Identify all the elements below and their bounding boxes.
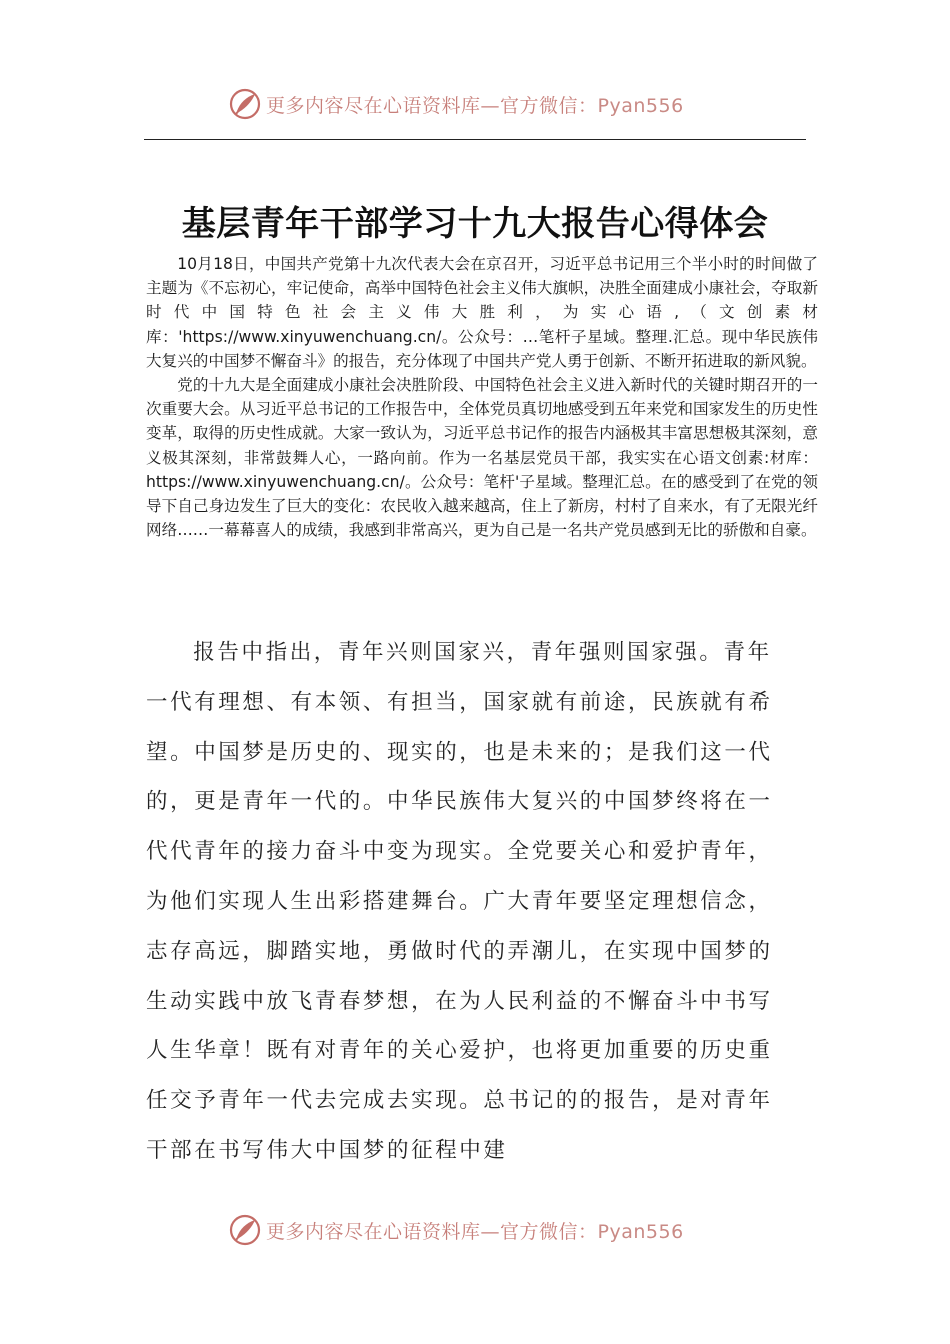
header-watermark [228, 84, 728, 124]
pen-logo-icon [228, 87, 262, 121]
intro-section [146, 252, 818, 542]
watermark-prefix: 更多内容尽在心语资料库—官方微信： [266, 94, 598, 117]
watermark-handle: Pyan556 [597, 94, 684, 117]
page-title: 基层青年干部学习十九大报告心得体会 [181, 204, 769, 244]
watermark-handle: Pyan556 [597, 1220, 684, 1243]
paragraph-2: 党的十九大是全面建成小康社会决胜阶段、中国特色社会主义进入新时代的关键时期召开的一次重要大会。从习近平总书记的工作报告中，全体党员真切地感受到五年来党和国家发生的历史性变革，取得的历史性成就。大家一致认为，习近平总书记作的报告内涵极其丰富思想极其深刻，意义极其深刻，非常鼓舞人心，一路向前。作为一名基层党员干部，我实实在心语文创素:材库：https://www.xinyuwenchuang.cn/。公众号：笔杆'子星域。整理汇总。在的感受到了在党的领导下自己身边发生了巨大的变化：农民收入越来越高，住上了新房，村村了自来水，有了无限光纤网络……一幕幕喜人的成绩，我感到非常高兴，更为自己是一名共产党员感到无比的骄傲和自豪。 [146, 376, 818, 540]
body-section [146, 628, 786, 1176]
paragraph-1: 10月18日，中国共产党第十九次代表大会在京召开，习近平总书记用三个半小时的时间做了主题为《不忘初心，牢记使命，高举中国特色社会主义伟大旗帜，决胜全面建成小康社会，夺取新时代中国特色社会主义伟大胜利，为实心语,（文创素材库：'https://www.xinyuwenchuang.cn/。公众号：…笔杆子星域。整理.汇总。现中华民族伟大复兴的中国梦不懈奋斗》的报告，充分体现了中国共产党人勇于创新、不断开拓进取的新风貌。 [146, 255, 818, 370]
watermark-prefix: 更多内容尽在心语资料库—官方微信： [266, 1220, 598, 1243]
watermark-text [266, 1217, 684, 1244]
paragraph-3: 报告中指出，青年兴则国家兴，青年强则国家强。青年一代有理想、有本领、有担当，国家就有前途，民族就有希望。中国梦是历史的、现实的，也是未来的；是我们这一代的，更是青年一代的。中华民族伟大复兴的中国梦终将在一代代青年的接力奋斗中变为现实。全党要关心和爱护青年，为他们实现人生出彩搭建舞台。广大青年要坚定理想信念，志存高远，脚踏实地，勇做时代的弄潮儿，在实现中国梦的生动实践中放飞青春梦想，在为人民利益的不懈奋斗中书写人生华章！既有对青年的关心爱护，也将更加重要的历史重任交予青年一代去完成去实现。总书记的的报告，是对青年干部在书写伟大中国梦的征程中建 [146, 640, 773, 1163]
watermark-text [266, 91, 684, 118]
footer-watermark [228, 1210, 728, 1250]
pen-logo-icon [228, 1213, 262, 1247]
header-divider [144, 139, 806, 140]
